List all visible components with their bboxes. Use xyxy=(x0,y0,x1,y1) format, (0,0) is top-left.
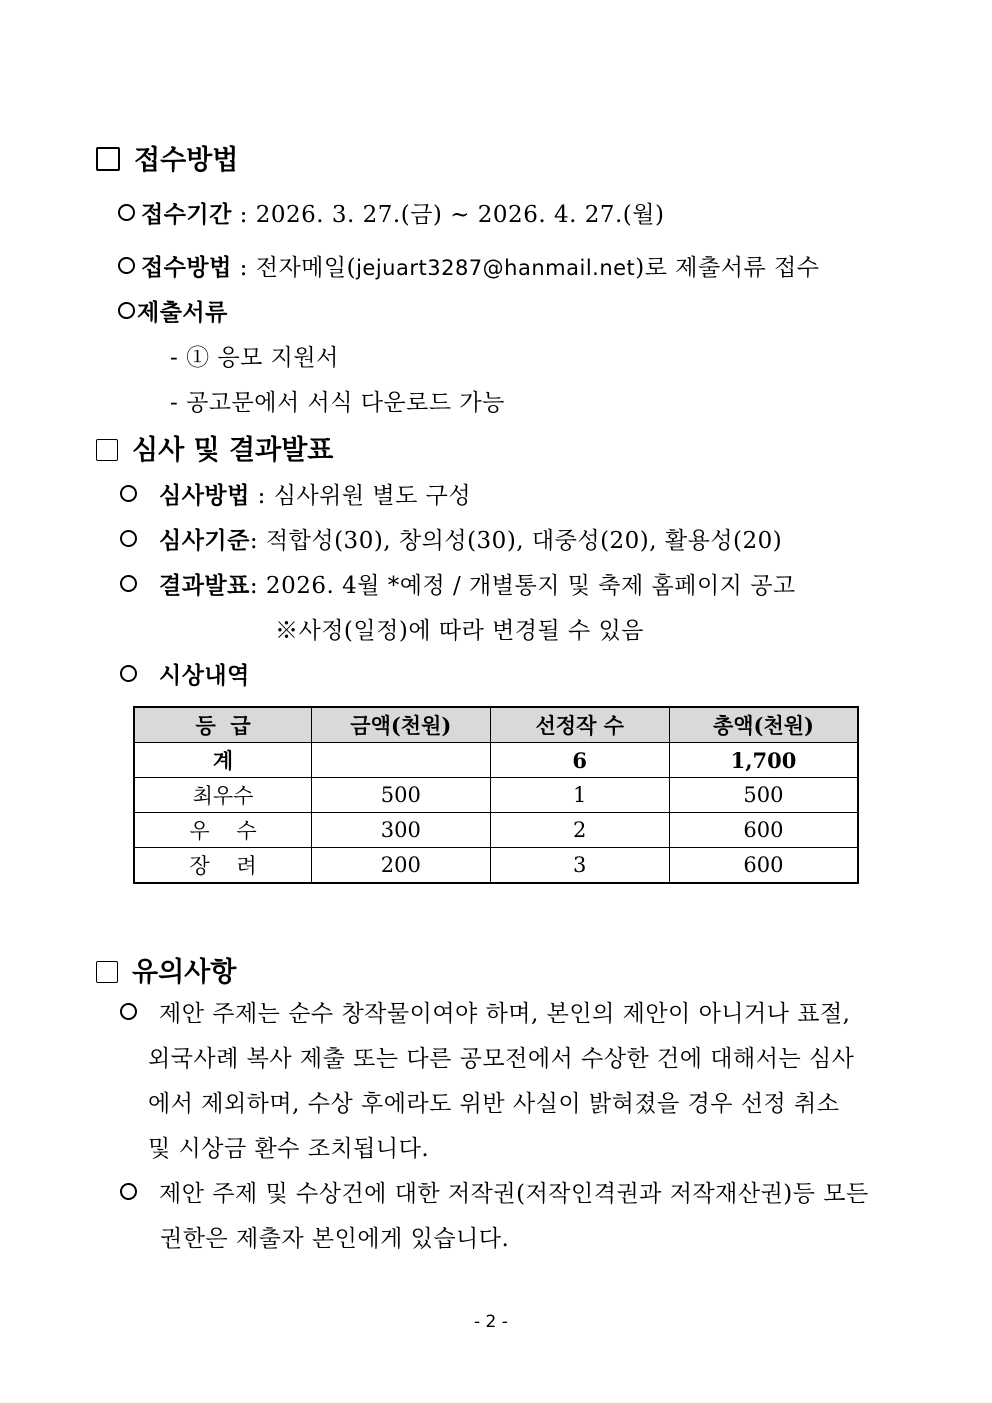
header-amount: 금액(천원) xyxy=(312,707,490,743)
result-note: ※사정(일정)에 따라 변경될 수 있음 xyxy=(275,618,645,644)
header-count: 선정작 수 xyxy=(490,707,669,743)
docs-label: 제출서류 xyxy=(137,300,228,326)
table-row xyxy=(134,848,858,884)
method-label: 접수방법 xyxy=(141,255,232,281)
table-cell xyxy=(312,743,490,778)
section-title: 유의사항 xyxy=(132,957,237,988)
note-line: 권한은 제출자 본인에게 있습니다. xyxy=(160,1226,510,1252)
table-row xyxy=(134,778,858,813)
method-suffix: )로 제출서류 접수 xyxy=(635,255,820,281)
result-value: : 2026. 4월 *예정 / 개별통지 및 축제 홈페이지 공고 xyxy=(249,573,796,599)
review-method-label: 심사방법 xyxy=(159,482,250,509)
section-title: 접수방법 xyxy=(134,145,239,176)
note-line: 및 시상금 환수 조치됩니다. xyxy=(148,1136,430,1162)
submission-period-line xyxy=(118,196,664,229)
table-cell: 200 xyxy=(312,848,490,884)
circle-bullet-icon xyxy=(118,257,135,274)
note-line: 에서 제외하며, 수상 후에라도 위반 사실이 밝혀졌을 경우 선정 취소 xyxy=(148,1091,840,1117)
checkbox-square-icon xyxy=(96,961,118,983)
note-line: 외국사례 복사 제출 또는 다른 공모전에서 수상한 건에 대해서는 심사 xyxy=(148,1046,855,1072)
section-title: 심사 및 결과발표 xyxy=(132,435,334,466)
checkbox-square-icon xyxy=(96,147,120,171)
checkbox-square-icon xyxy=(96,439,118,461)
circle-bullet-icon xyxy=(120,575,137,592)
table-cell: 500 xyxy=(669,778,858,813)
table-cell: 300 xyxy=(312,813,490,848)
awards-label: 시상내역 xyxy=(159,662,250,689)
method-prefix: : 전자메일( xyxy=(231,255,357,281)
page-number: - 2 - xyxy=(474,1312,508,1332)
criteria-line xyxy=(120,522,782,555)
table-total-row xyxy=(134,743,858,778)
awards-line xyxy=(120,657,250,690)
result-line xyxy=(120,567,796,600)
table-cell: 계 xyxy=(134,743,312,778)
note-line: 제안 주제는 순수 창작물이여야 하며, 본인의 제안이 아니거나 표절, xyxy=(159,1001,851,1027)
docs-item: - 공고문에서 서식 다운로드 가능 xyxy=(170,390,505,416)
email-address: jejuart3287@hanmail.net xyxy=(356,256,636,280)
circle-bullet-icon xyxy=(120,530,137,547)
header-grade: 등 급 xyxy=(134,707,312,743)
review-method-line xyxy=(120,477,471,510)
result-label: 결과발표 xyxy=(159,572,250,599)
header-total: 총액(천원) xyxy=(669,707,858,743)
table-cell: 6 xyxy=(490,743,669,778)
table-cell: 2 xyxy=(490,813,669,848)
table-cell: 최우수 xyxy=(134,778,312,813)
criteria-value: : 적합성(30), 창의성(30), 대중성(20), 활용성(20) xyxy=(249,528,783,554)
table-cell: 1 xyxy=(490,778,669,813)
table-cell: 장 려 xyxy=(134,848,312,884)
note-line: 제안 주제 및 수상건에 대한 저작권(저작인격권과 저작재산권)등 모든 xyxy=(159,1181,869,1207)
table-cell: 600 xyxy=(669,848,858,884)
circle-bullet-icon xyxy=(120,1183,137,1200)
circle-bullet-icon xyxy=(120,485,137,502)
review-method-value: : 심사위원 별도 구성 xyxy=(249,483,472,509)
docs-item: - ① 응모 지원서 xyxy=(170,345,339,371)
table-cell: 3 xyxy=(490,848,669,884)
circle-bullet-icon xyxy=(120,665,137,682)
circle-bullet-icon xyxy=(120,1003,137,1020)
table-header-row xyxy=(134,707,858,743)
circle-bullet-icon xyxy=(118,204,135,221)
section-heading-notes xyxy=(96,950,236,989)
awards-table xyxy=(133,706,859,884)
circle-bullet-icon xyxy=(118,302,135,319)
criteria-label: 심사기준 xyxy=(159,527,250,554)
submission-method-line xyxy=(118,249,819,282)
period-value: : 2026. 3. 27.(금) ~ 2026. 4. 27.(월) xyxy=(231,202,665,228)
table-cell: 1,700 xyxy=(669,743,858,778)
table-row xyxy=(134,813,858,848)
section-heading-submission xyxy=(96,138,238,177)
table-cell: 500 xyxy=(312,778,490,813)
table-cell: 우 수 xyxy=(134,813,312,848)
note-paragraph xyxy=(120,992,854,1172)
table-cell: 600 xyxy=(669,813,858,848)
period-label: 접수기간 xyxy=(141,202,232,228)
section-heading-review xyxy=(96,428,333,467)
note-paragraph xyxy=(120,1172,869,1262)
documents-line xyxy=(118,294,228,327)
